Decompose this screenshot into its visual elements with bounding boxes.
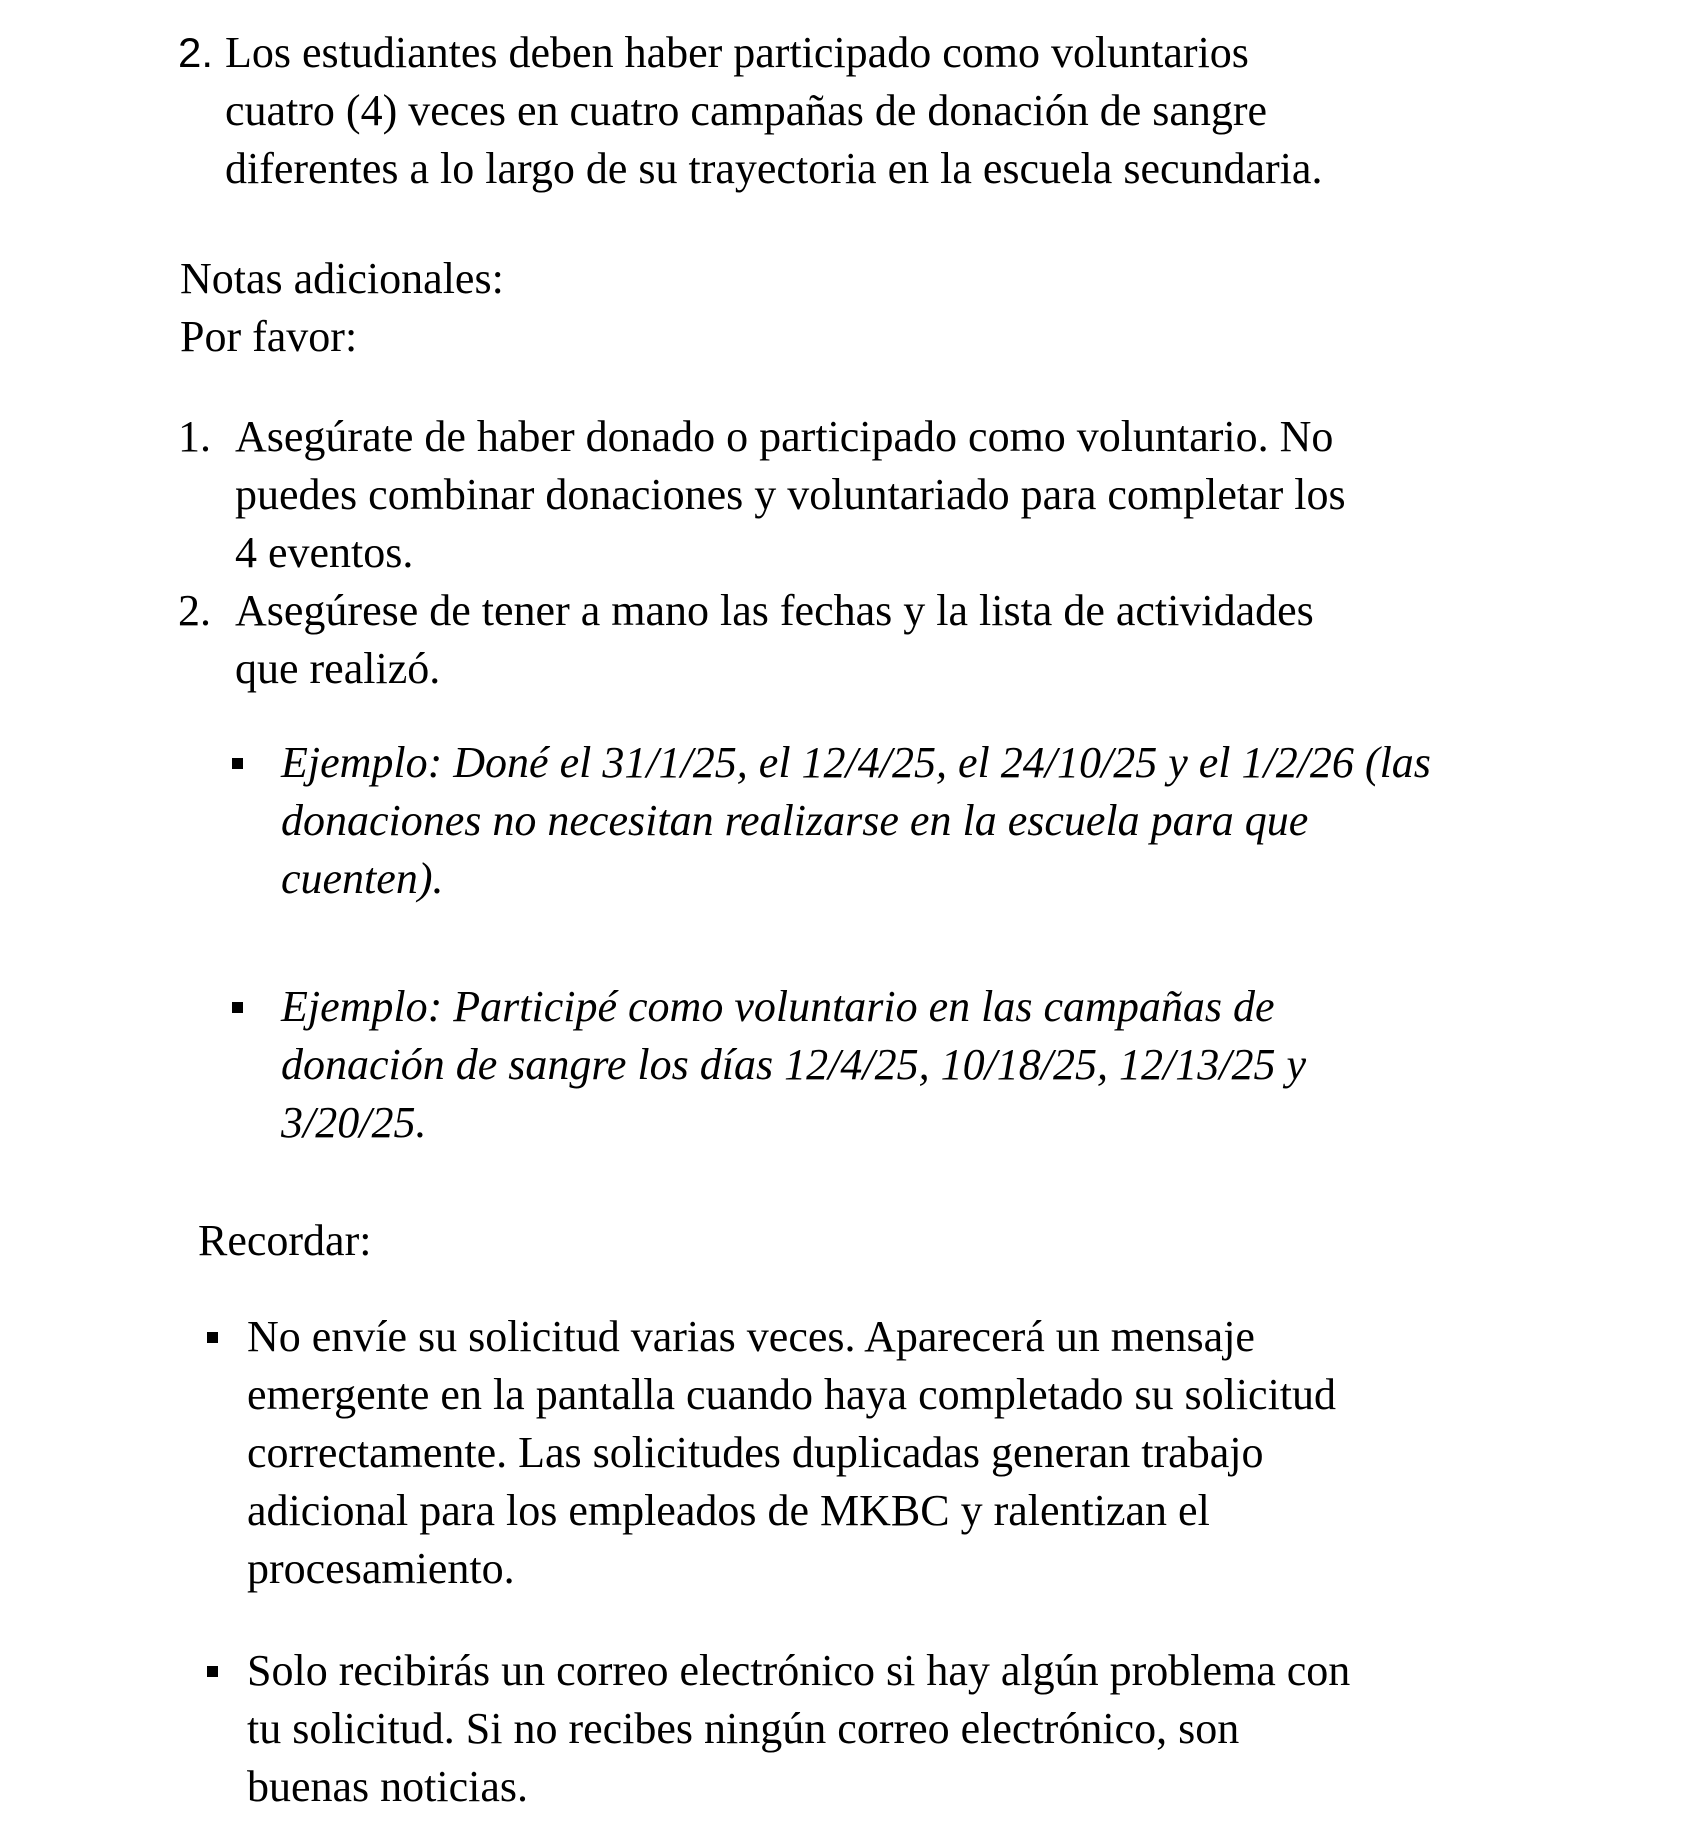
example-bullet-volunteer-text: Ejemplo: Participé como voluntario en las campañas de donación de sangre los días 12/4/25, 10/18/25, 12/13/25 y 3/20/25.	[281, 982, 1306, 1147]
list-item-2-number: 2.	[178, 586, 211, 635]
requirement-item-2	[180, 24, 1579, 198]
list-item-2	[180, 582, 1579, 698]
please-numbered-list	[180, 408, 1579, 698]
square-bullet-icon	[232, 1002, 243, 1013]
remember-bullet-email	[207, 1642, 1579, 1816]
remember-bullet-email-text: Solo recibirás un correo electrónico si hay algún problema con tu solicitud. Si no recibes ningún correo electrónico, son buenas noticias.	[247, 1646, 1351, 1811]
notes-heading: Notas adicionales:	[180, 254, 504, 303]
example-bullet-donation	[232, 734, 1579, 908]
example-bullet-volunteer	[232, 978, 1579, 1152]
remember-bullet-no-resubmit	[207, 1308, 1579, 1598]
square-bullet-icon	[232, 758, 243, 769]
requirement-item-text: Los estudiantes deben haber participado como voluntarios cuatro (4) veces en cuatro campañas de donación de sangre diferentes a lo largo de su trayectoria en la escuela secundaria.	[225, 28, 1323, 193]
please-heading: Por favor:	[180, 312, 358, 361]
example-bullet-donation-text: Ejemplo: Doné el 31/1/25, el 12/4/25, el 24/10/25 y el 1/2/26 (las donaciones no necesitan realizarse en la escuela para que cuenten).	[281, 738, 1431, 903]
list-item-1-number: 1.	[178, 412, 211, 461]
remember-bullet-no-resubmit-text: No envíe su solicitud varias veces. Aparecerá un mensaje emergente en la pantalla cuando haya completado su solicitud correctamente. Las solicitudes duplicadas generan trabajo adicional para los empleados de MKBC y ralentizan el procesamiento.	[247, 1312, 1337, 1593]
notes-section-headings	[180, 250, 1579, 366]
requirement-item-number: 2.	[178, 29, 214, 76]
square-bullet-icon	[207, 1332, 218, 1343]
list-item-2-text: Asegúrese de tener a mano las fechas y la lista de actividades que realizó.	[235, 586, 1314, 693]
list-item-1-text: Asegúrate de haber donado o participado como voluntario. No puedes combinar donaciones y voluntariado para completar los 4 eventos.	[235, 412, 1346, 577]
remember-heading: Recordar:	[198, 1216, 372, 1265]
square-bullet-icon	[207, 1666, 218, 1677]
list-item-1	[180, 408, 1579, 582]
